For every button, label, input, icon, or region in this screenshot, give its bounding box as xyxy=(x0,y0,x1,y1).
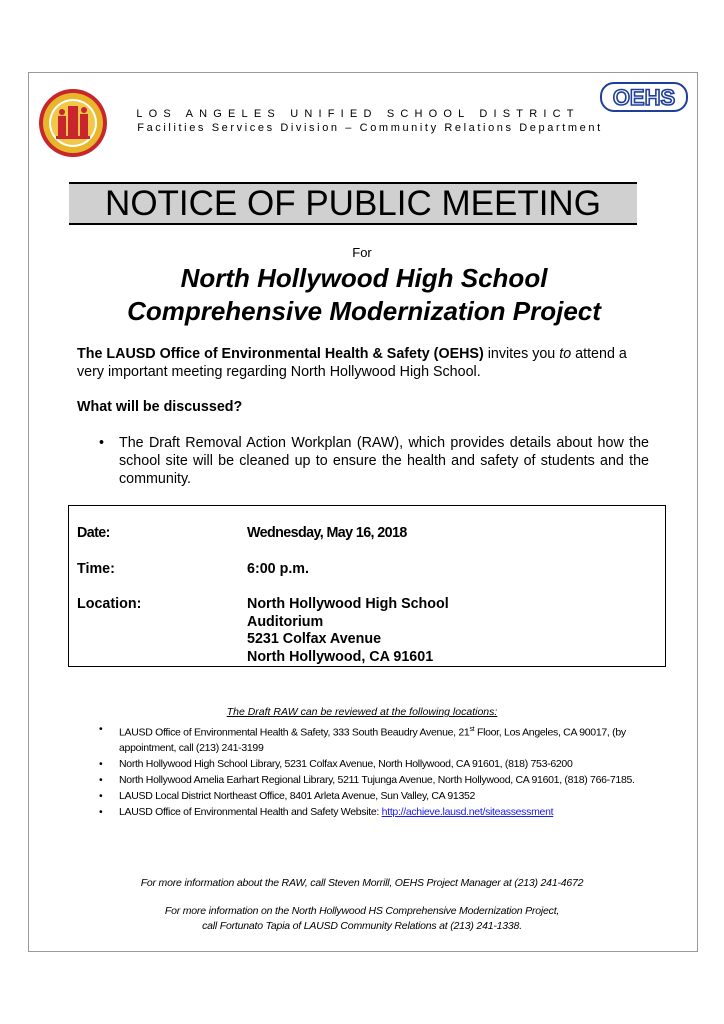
location-label: Location: xyxy=(77,596,142,612)
review-heading: The Draft RAW can be reviewed at the following locations: xyxy=(226,706,498,718)
division-name: Facilities Services Division – Community Relations Department xyxy=(137,122,603,134)
intro-italic: to xyxy=(559,346,572,362)
review-item-text: LAUSD Office of Environmental Health & Safety, 333 South Beaudry Avenue, 21 xyxy=(119,726,470,739)
district-name: LOS ANGELES UNIFIED SCHOOL DISTRICT xyxy=(136,108,580,120)
time-value: 6:00 p.m. xyxy=(247,561,309,577)
discussed-item xyxy=(99,434,649,488)
review-location-item: • LAUSD Local District Northeast Office, 8401 Arleta Avenue, Sun Valley, CA 91352 xyxy=(99,789,659,804)
date-label: Date: xyxy=(77,525,110,541)
location-line: North Hollywood, CA 91601 xyxy=(247,648,434,665)
footer-project-info-line2: call Fortunato Tapia of LAUSD Community Relations at (213) 241-1338. xyxy=(202,920,522,932)
intro-text-a: invites you xyxy=(483,346,560,362)
review-location-item xyxy=(99,805,659,820)
location-value xyxy=(247,596,449,666)
notice-title: NOTICE OF PUBLIC MEETING xyxy=(69,182,637,225)
review-item-sup: st xyxy=(469,726,475,733)
discussed-item-text: The Draft Removal Action Workplan (RAW), which provides details about how the school site will be cleaned up to ensure the health and safety of students and the community. xyxy=(119,435,649,487)
intro-bold: The LAUSD Office of Environmental Health & Safety (OEHS) xyxy=(77,346,484,362)
bullet-icon: • xyxy=(99,435,105,451)
site-assessment-link[interactable]: http://achieve.lausd.net/siteassessment xyxy=(381,805,554,818)
oehs-logo-text: OEHS xyxy=(612,85,676,110)
review-location-item xyxy=(99,722,659,756)
intro-paragraph xyxy=(77,345,657,381)
review-locations-list xyxy=(99,722,659,821)
review-location-item: • North Hollywood High School Library, 5231 Colfax Avenue, North Hollywood, CA 91601, (818) 753-6200 xyxy=(99,757,659,772)
discussed-heading: What will be discussed? xyxy=(77,399,243,415)
time-label: Time: xyxy=(77,561,115,577)
footer-project-info-line1: For more information on the North Hollywood HS Comprehensive Modernization Project, xyxy=(164,905,560,917)
location-line: 5231 Colfax Avenue xyxy=(247,631,382,647)
project-title-line1: North Hollywood High School xyxy=(180,263,548,293)
location-line: Auditorium xyxy=(247,613,324,630)
project-title-line2: Comprehensive Modernization Project xyxy=(127,296,601,326)
date-value: Wednesday, May 16, 2018 xyxy=(247,525,407,541)
review-location-item: • North Hollywood Amelia Earhart Regional Library, 5211 Tujunga Avenue, North Hollywood, CA 91601, (818) 766-7185. xyxy=(99,773,659,788)
project-title xyxy=(0,262,724,328)
for-label: For xyxy=(352,245,372,260)
review-item-text: LAUSD Office of Environmental Health and Safety Website: xyxy=(119,805,382,818)
footer-raw-info: For more information about the RAW, call Steven Morrill, OEHS Project Manager at (213) 241-4672 xyxy=(140,877,584,889)
intro-text-b: attend a very important meeting regarding North Hollywood High School. xyxy=(77,346,627,380)
location-line: North Hollywood High School xyxy=(247,596,449,612)
review-item-text: Floor, Los Angeles, CA 90017, (by appointment, call (213) 241-3199 xyxy=(119,726,626,754)
